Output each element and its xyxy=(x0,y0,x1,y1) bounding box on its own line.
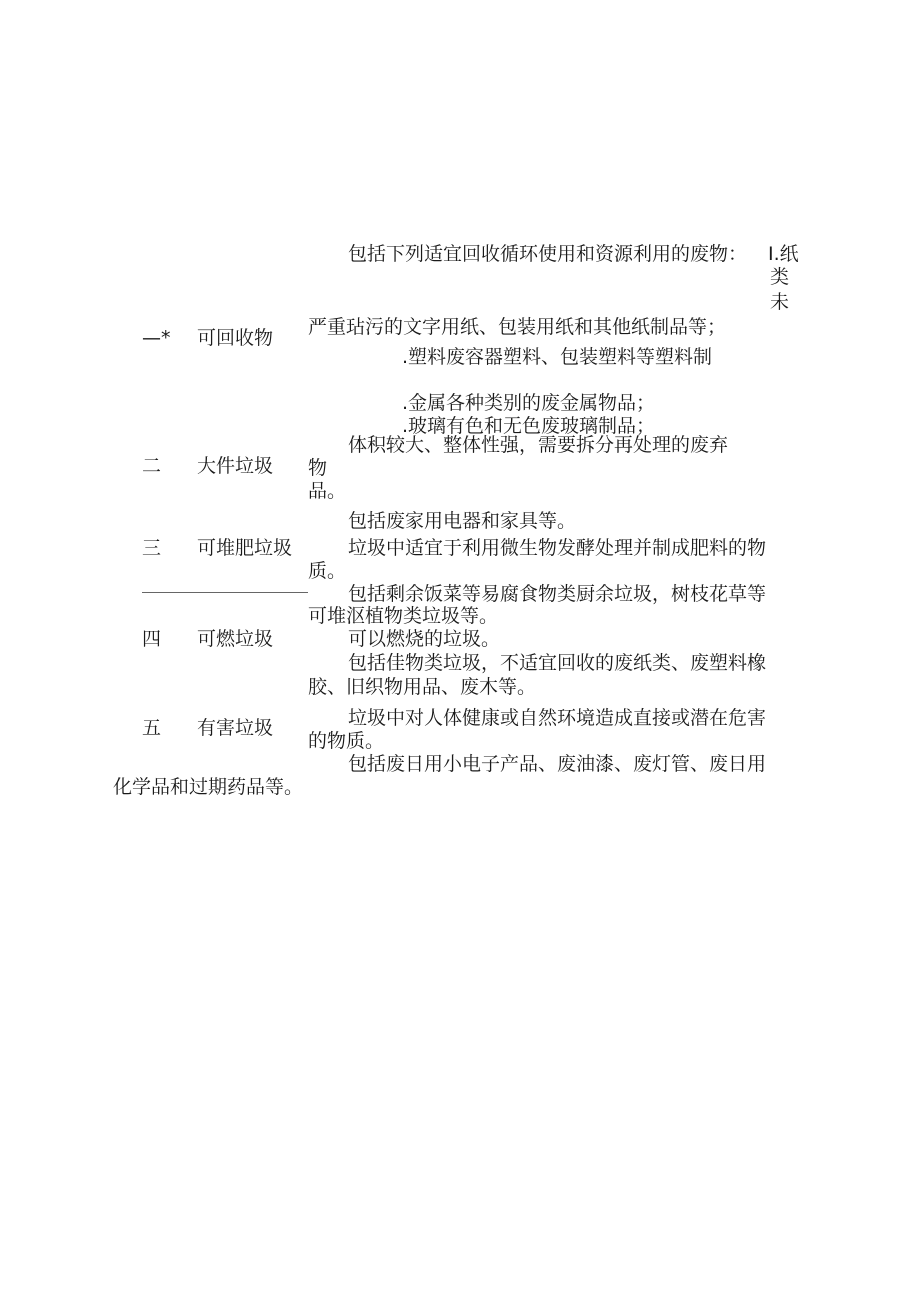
description-line: 包括剩余饭菜等易腐食物类厨余垃圾，树枝花草等 xyxy=(348,583,767,605)
description-line: 胶、旧织物用品、废木等。 xyxy=(308,676,537,698)
description-line: .玻璃有色和无色废玻璃制品； xyxy=(402,415,656,437)
row-number: 五 xyxy=(142,717,162,739)
description-line: 包括废日用小电子产品、废油漆、废灯管、废日用 xyxy=(348,753,767,775)
description-line: 严重玷污的文字用纸、包装用纸和其他纸制品等； xyxy=(308,316,727,338)
description-line: 未 xyxy=(770,291,790,313)
row-category: 可回收物 xyxy=(197,327,274,349)
description-line: 的物质。 xyxy=(308,730,385,752)
description-line: 包括废家用电器和家具等。 xyxy=(348,510,577,532)
description-line: 包括下列适宜回收循环使用和资源利用的废物： xyxy=(348,243,748,265)
row-number: 四 xyxy=(142,628,162,650)
description-line: .塑料废容器塑料、包装塑料等塑料制 xyxy=(402,346,713,368)
description-line: 垃圾中适宜于利用微生物发酵处理并制成肥料的物 xyxy=(348,537,767,559)
row-category: 有害垃圾 xyxy=(197,717,274,739)
description-line: 可堆沤植物类垃圾等。 xyxy=(308,605,499,627)
row-category: 可燃垃圾 xyxy=(197,628,274,650)
row-number: 二 xyxy=(142,455,162,477)
description-line: 质。 xyxy=(308,560,347,582)
row-number: —* xyxy=(142,327,171,349)
description-line: 体积较大、整体性强，需要拆分再处理的废弃 xyxy=(348,434,729,456)
description-line: 物 xyxy=(308,457,328,479)
description-line: I.纸 xyxy=(768,243,799,265)
row-category: 大件垃圾 xyxy=(197,455,274,477)
row-category: 可堆肥垃圾 xyxy=(197,537,293,559)
description-line: 垃圾中对人体健康或自然环境造成直接或潜在危害 xyxy=(348,707,767,729)
description-line: 化学品和过期药品等。 xyxy=(113,776,304,798)
row-number: 三 xyxy=(142,537,162,559)
description-line: 品。 xyxy=(308,480,347,502)
row-divider xyxy=(142,592,308,593)
description-line: 包括佳物类垃圾，不适宜回收的废纸类、废塑料橡 xyxy=(348,652,767,674)
description-line: 可以燃烧的垃圾。 xyxy=(348,628,501,650)
description-line: 类 xyxy=(770,266,790,288)
description-line: .金属各种类别的废金属物品； xyxy=(402,392,656,414)
